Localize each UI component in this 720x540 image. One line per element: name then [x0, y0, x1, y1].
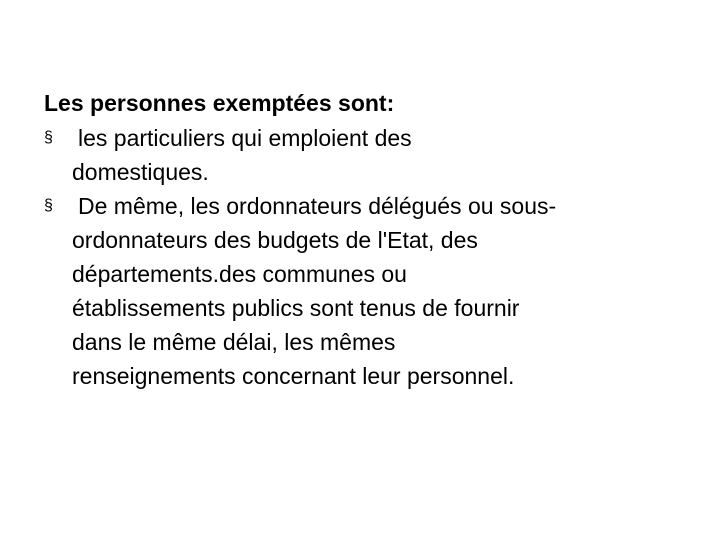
bullet-marker-icon: § — [44, 197, 53, 214]
bullet-line: renseignements concernant leur personnel. — [72, 363, 515, 389]
bullet-marker-icon: § — [44, 129, 53, 146]
bullet-item-particuliers — [44, 121, 684, 189]
bullet-text — [72, 189, 684, 393]
bullet-line: départements.des communes ou — [72, 261, 407, 287]
bullet-line: De même, les ordonnateurs délégués ou sous- — [78, 193, 557, 219]
bullet-line: les particuliers qui emploient des — [78, 125, 412, 151]
bullet-line: ordonnateurs des budgets de l'Etat, des — [72, 227, 478, 253]
slide-content — [44, 86, 684, 393]
bullet-text — [72, 121, 684, 189]
bullet-line: domestiques. — [72, 159, 209, 185]
slide-heading: Les personnes exemptées sont: — [44, 90, 395, 116]
bullet-line: dans le même délai, les mêmes — [72, 329, 396, 355]
bullet-line: établissements publics sont tenus de fournir — [72, 295, 520, 321]
bullet-item-ordonnateurs — [44, 189, 684, 393]
bullet-list — [44, 121, 684, 393]
